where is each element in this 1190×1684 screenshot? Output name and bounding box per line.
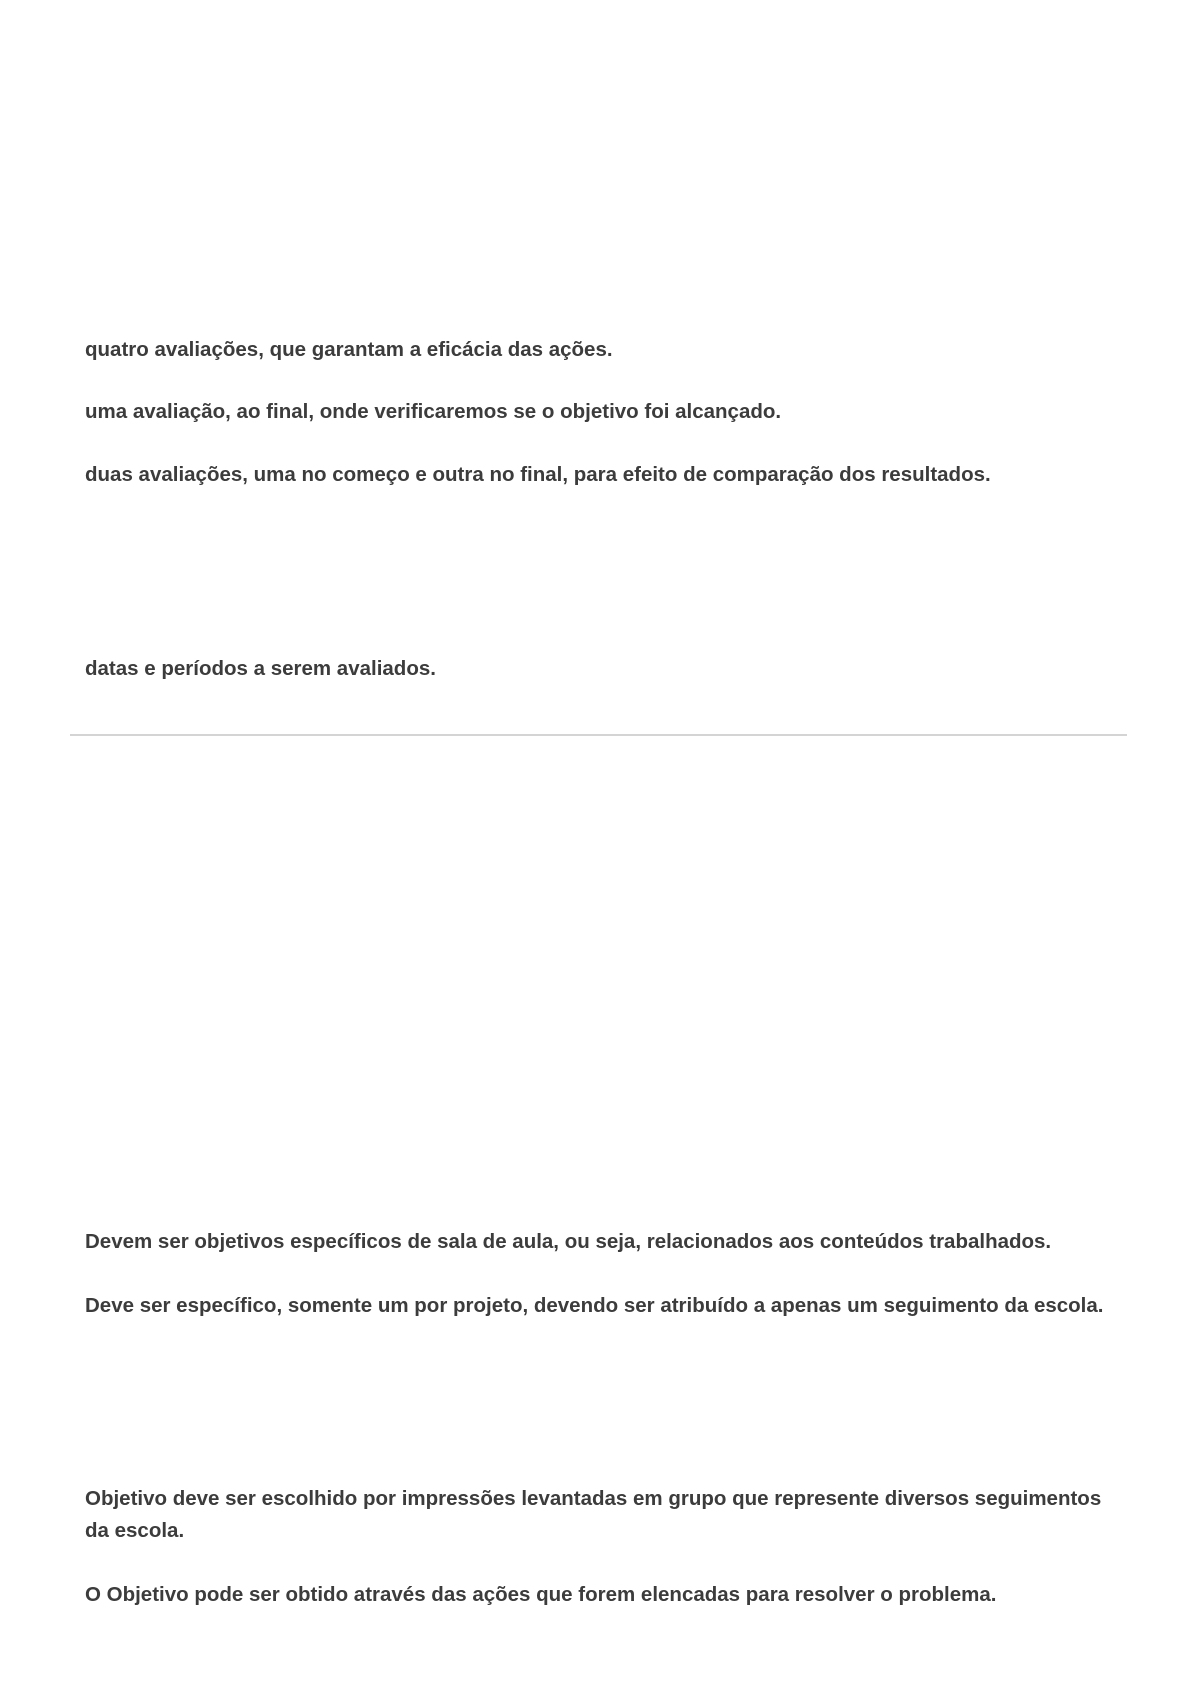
q1-option-3[interactable]: duas avaliações, uma no começo e outra no final, para efeito de comparação dos resultados.: [85, 463, 991, 486]
q2-option-3[interactable]: Objetivo deve ser escolhido por impressões levantadas em grupo que represente diversos seguimentos da escola.: [85, 1487, 1102, 1542]
q1-option-4[interactable]: datas e períodos a serem avaliados.: [85, 657, 436, 680]
q2-option-2[interactable]: Deve ser específico, somente um por projeto, devendo ser atribuído a apenas um seguimento da escola.: [85, 1294, 1104, 1317]
q2-option-4[interactable]: O Objetivo pode ser obtido através das ações que forem elencadas para resolver o problema.: [85, 1583, 997, 1606]
q2-option-1[interactable]: Devem ser objetivos específicos de sala de aula, ou seja, relacionados aos conteúdos trabalhados.: [85, 1230, 1052, 1253]
question-divider: [70, 734, 1127, 736]
q1-option-1[interactable]: quatro avaliações, que garantam a eficácia das ações.: [85, 338, 613, 361]
q1-option-2[interactable]: uma avaliação, ao final, onde verificaremos se o objetivo foi alcançado.: [85, 400, 782, 423]
